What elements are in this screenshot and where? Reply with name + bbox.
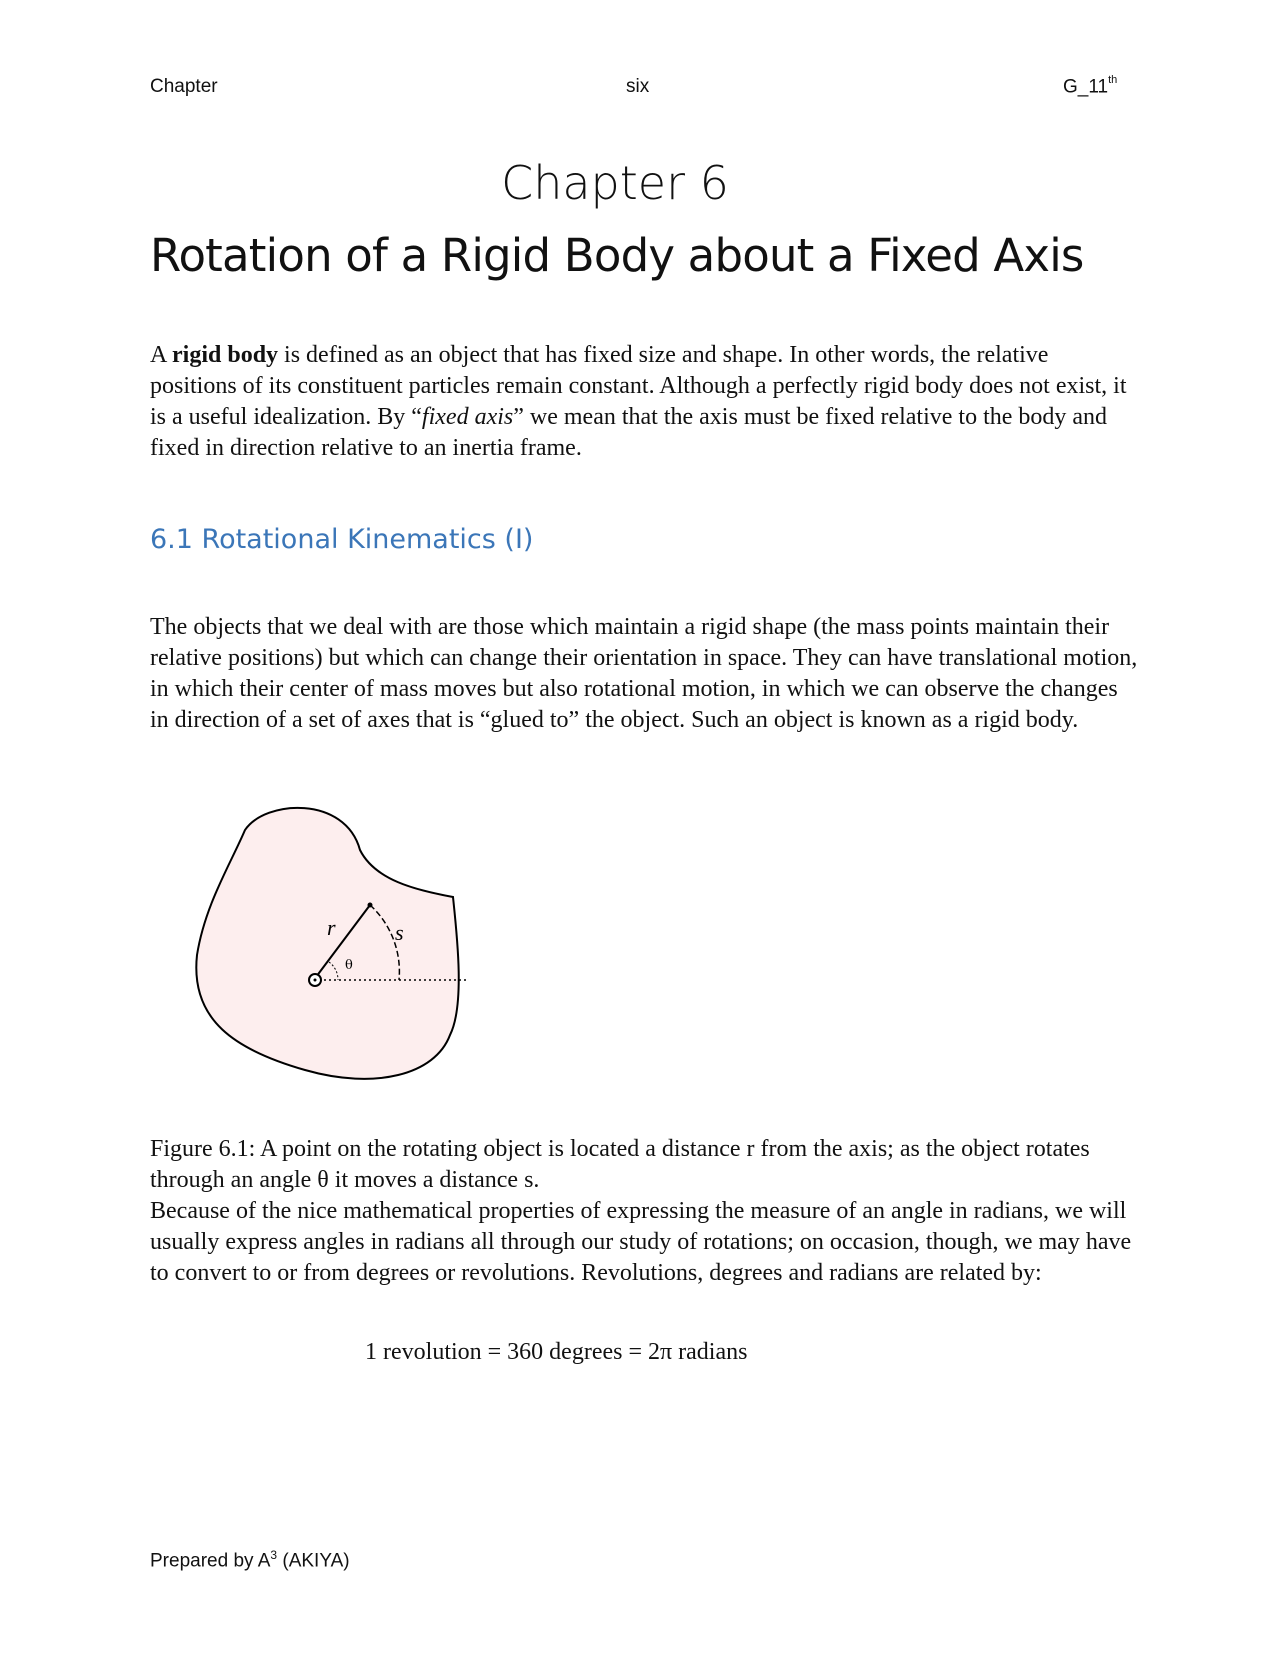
rigid-body-diagram [195,805,505,1105]
caption-block [150,1134,1140,1289]
chapter-subtitle: Rotation of a Rigid Body about a Fixed Axis [150,229,1084,282]
chapter-title: Chapter 6 [501,156,729,210]
rigid-body-figure [195,805,505,1105]
header-center: six [626,76,650,97]
figure-caption: Figure 6.1: A point on the rotating object is located a distance r from the axis; as the object rotates through an angle θ it moves a distance s. [150,1136,1090,1193]
intro-text-a: A [150,342,173,368]
header-left: Chapter [150,76,218,97]
section-paragraph: The objects that we deal with are those which maintain a rigid shape (the mass points maintain their relative positions) but which can change their orientation in space. They can have translational motion, in which their center of mass moves but also rotational motion, in which we can observe the changes in direction of a set of axes that is “glued to” the object. Such an object is known as a rigid body. [150,614,1138,733]
radians-paragraph: Because of the nice mathematical properties of expressing the measure of an angle in radians, we will usually express angles in radians all through our study of rotations; on occasion, though, we may have to convert to or from degrees or revolutions. Revolutions, degrees and radians are related by: [150,1198,1132,1286]
header-right [1063,76,1117,98]
intro-paragraph [150,340,1140,464]
intro-text-b: is defined as an object that has fixed size and shape. In other words, the relative positions of its constituent particles remain constant. Although a perfectly rigid body does not exist, it is a useful idealization. By “ [150,342,1127,430]
conversion-equation: 1 revolution = 360 degrees = 2π radians [365,1339,748,1365]
label-r: r [327,915,336,940]
label-theta: θ [345,958,353,973]
header-right-text: G_11 [1063,76,1109,98]
intro-text-c: ” we mean that the axis must be fixed relative to the body and fixed in direction relative to an inertia frame. [150,404,1108,461]
fixed-axis-term: fixed axis [421,404,514,430]
section-heading: 6.1 Rotational Kinematics (I) [150,524,534,555]
footer-after: (AKIYA) [277,1550,350,1572]
mass-point [368,903,373,908]
axis-center-dot [314,979,317,982]
label-s: s [395,920,404,945]
rigid-body-shape [196,808,458,1079]
footer [150,1548,350,1572]
footer-sup: 3 [270,1548,278,1562]
header-right-sup: th [1108,74,1118,86]
rigid-body-term: rigid body [172,342,279,368]
footer-text: Prepared by A [150,1550,271,1572]
